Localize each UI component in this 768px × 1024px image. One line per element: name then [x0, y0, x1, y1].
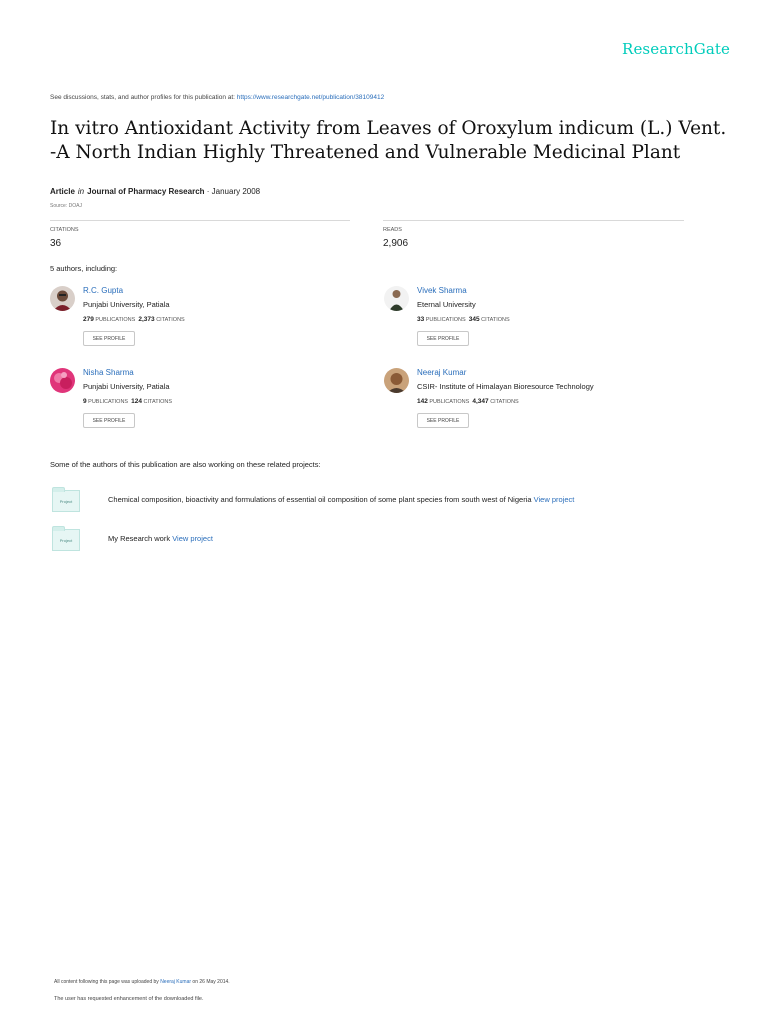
author-name[interactable]: Neeraj Kumar [417, 368, 467, 377]
citations-label: CITATIONS [143, 399, 173, 405]
see-profile-button[interactable]: SEE PROFILE [417, 413, 469, 428]
intro-line [50, 94, 384, 101]
author-affiliation: Punjabi University, Patiala [83, 382, 170, 391]
view-project-link[interactable]: View project [172, 534, 213, 543]
upload-note [54, 979, 230, 985]
project-item [50, 490, 730, 516]
citations-label: CITATIONS [481, 317, 510, 323]
publication-count: 9 [83, 398, 87, 405]
project-icon-label: Project [59, 538, 73, 543]
citation-count: 2,373 [138, 316, 155, 323]
project-title: Chemical composition, bioactivity and formulations of essential oil composition of some plant species from south west of Nigeria [108, 495, 534, 504]
reads-label: READS [383, 227, 402, 233]
related-projects-heading: Some of the authors of this publication are also working on these related projects: [50, 460, 321, 469]
journal-name: Journal of Pharmacy Research [87, 187, 205, 196]
publication-count: 33 [417, 316, 425, 323]
see-profile-button[interactable]: SEE PROFILE [83, 413, 135, 428]
author-card [384, 368, 704, 438]
reads-divider [383, 220, 684, 221]
publication-count: 279 [83, 316, 94, 323]
citations-label: CITATIONS [156, 317, 185, 323]
publications-label: PUBLICATIONS [429, 399, 470, 405]
publication-type: Article [50, 187, 75, 196]
project-folder-icon [52, 529, 80, 551]
citations-value: 36 [50, 238, 62, 249]
citations-label: CITATIONS [490, 399, 519, 405]
author-affiliation: Eternal University [417, 300, 476, 309]
enhancement-note: The user has requested enhancement of the downloaded file. [54, 996, 204, 1002]
author-name[interactable]: R.C. Gupta [83, 286, 124, 295]
author-card [50, 368, 370, 438]
author-name[interactable]: Nisha Sharma [83, 368, 134, 377]
project-text [108, 495, 574, 504]
publication-meta [50, 187, 260, 196]
publication-count: 142 [417, 398, 428, 405]
avatar[interactable] [50, 286, 75, 311]
publication-source: Source: DOAJ [50, 203, 82, 209]
upload-prefix: All content following this page was uploaded by [54, 979, 161, 985]
project-item [50, 529, 730, 555]
author-stats [83, 398, 172, 405]
author-affiliation: CSIR- Institute of Himalayan Bioresource Technology [417, 382, 594, 391]
reads-value: 2,906 [383, 238, 409, 249]
see-profile-button[interactable]: SEE PROFILE [417, 331, 469, 346]
citations-label: CITATIONS [50, 227, 79, 233]
author-stats [417, 316, 510, 323]
publications-label: PUBLICATIONS [95, 317, 136, 323]
avatar[interactable] [384, 286, 409, 311]
project-text [108, 534, 213, 543]
project-icon-label: Project [59, 499, 73, 504]
intro-text: See discussions, stats, and author profiles for this publication at: [50, 94, 237, 101]
avatar[interactable] [384, 368, 409, 393]
publication-title: In vitro Antioxidant Activity from Leaves of Oroxylum indicum (L.) Vent. -A North Indian Highly Threatened and Vulnerable Medicinal Plant [50, 118, 727, 163]
citations-divider [50, 220, 350, 221]
publication-url-link[interactable]: https://www.researchgate.net/publication/38109412 [236, 94, 385, 101]
author-affiliation: Punjabi University, Patiala [83, 300, 170, 309]
citation-count: 345 [468, 316, 480, 323]
researchgate-logo[interactable]: ResearchGate [622, 40, 730, 58]
citation-count: 4,347 [472, 398, 489, 405]
publications-label: PUBLICATIONS [425, 317, 466, 323]
publication-date: · January 2008 [206, 187, 261, 196]
project-folder-icon [52, 490, 80, 512]
uploader-link[interactable]: Neeraj Kumar [160, 979, 192, 985]
meta-in: in [77, 187, 85, 196]
view-project-link[interactable]: View project [533, 495, 575, 504]
author-stats [417, 398, 519, 405]
author-stats [83, 316, 185, 323]
project-title: My Research work [108, 534, 173, 543]
citation-count: 124 [131, 398, 143, 405]
publications-label: PUBLICATIONS [88, 399, 129, 405]
authors-heading: 5 authors, including: [50, 264, 118, 273]
author-card [50, 286, 370, 356]
author-name[interactable]: Vivek Sharma [417, 286, 467, 295]
avatar[interactable] [50, 368, 75, 393]
see-profile-button[interactable]: SEE PROFILE [83, 331, 135, 346]
author-card [384, 286, 704, 356]
upload-suffix: on 26 May 2014. [191, 979, 230, 985]
